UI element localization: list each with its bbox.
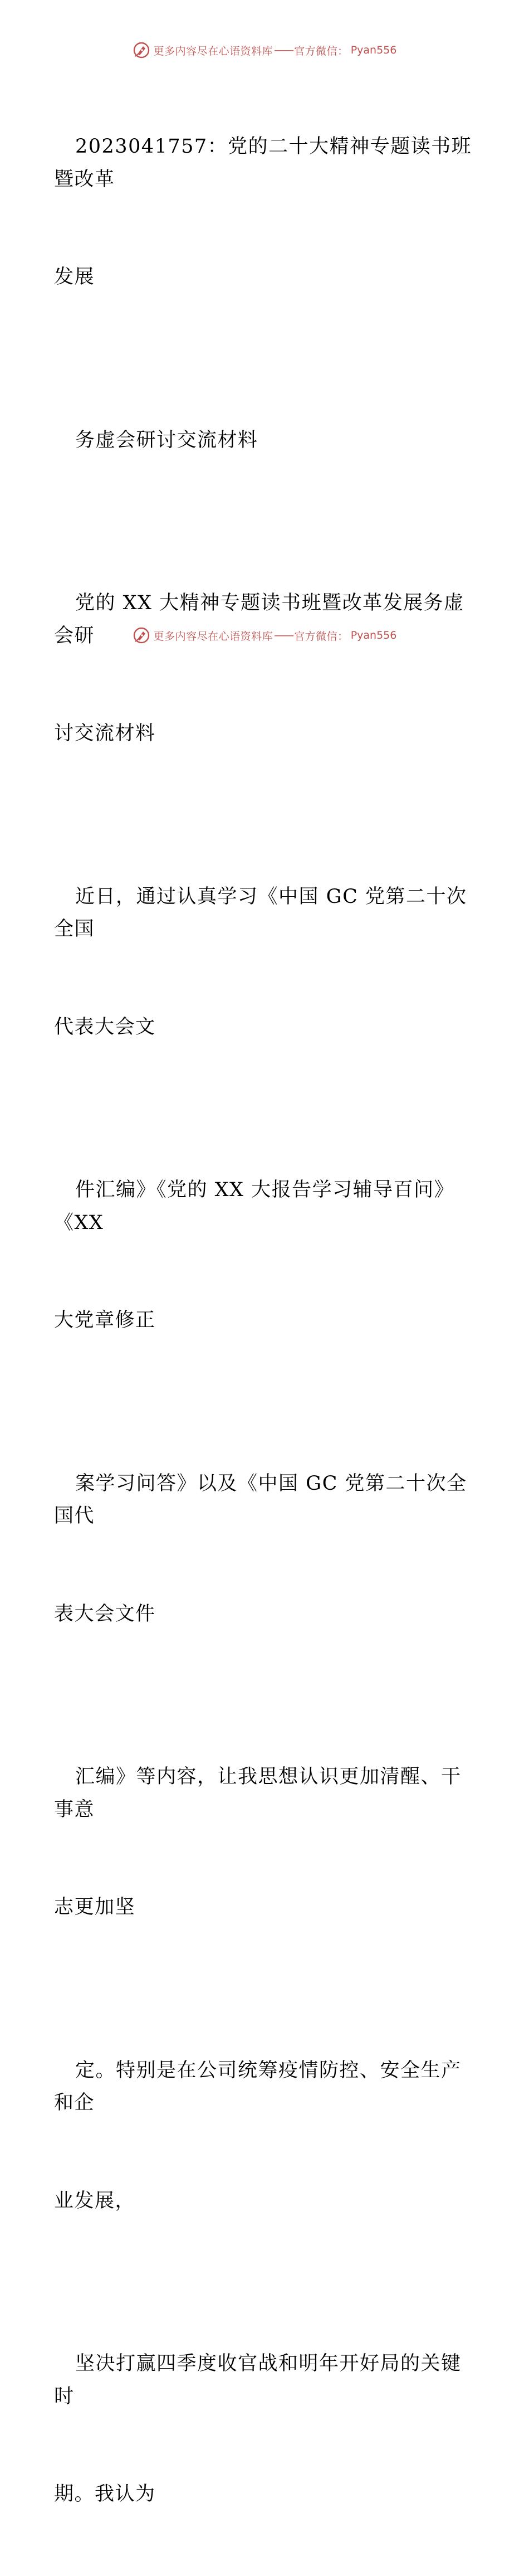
paragraph	[54, 359, 477, 522]
watermark-contact-id: Pyan556	[350, 629, 397, 641]
text-line: 汇编》等内容，让我思想认识更加清醒、干事意	[54, 1766, 462, 1821]
text-line: 件汇编》《党的 XX 大报告学习辅导百问》《XX	[54, 1179, 455, 1234]
watermark-contact-id: Pyan556	[350, 44, 397, 56]
text-line: 期。我认为	[54, 2483, 156, 2505]
watermark-separator: ——	[274, 44, 293, 56]
paragraph	[54, 1695, 477, 1989]
watermark-separator: ——	[274, 629, 293, 641]
text-line: 近日，通过认真学习《中国 GC 党第二十次全国	[54, 885, 467, 940]
text-line: 党的 XX 大精神专题读书班暨改革发展务虚会研	[54, 592, 464, 647]
text-line: 坚决打赢四季度收官战和明年开好局的关键时	[54, 2353, 462, 2408]
paragraph	[54, 1402, 477, 1696]
text-line: 大党章修正	[54, 1309, 156, 1331]
paragraph	[54, 522, 477, 815]
text-line: 定。特别是在公司统筹疫情防控、安全生产和企	[54, 2059, 462, 2114]
pen-nib-logo-icon	[133, 626, 150, 644]
text-line: 业发展，	[54, 2189, 136, 2212]
footer-watermark	[0, 624, 529, 647]
text-line: 代表大会文	[54, 1015, 156, 1038]
pen-nib-logo-icon	[133, 41, 150, 59]
watermark-text: 更多内容尽在心语资料库	[153, 630, 273, 643]
text-line: 务虚会研讨交流材料	[75, 429, 258, 451]
paragraph	[54, 815, 477, 1109]
text-line: 表大会文件	[54, 1602, 156, 1625]
text-line: 案学习问答》以及《中国 GC 党第二十次全国代	[54, 1472, 467, 1527]
text-line: 2023041757：党的二十大精神专题读书班暨改革	[54, 135, 472, 191]
text-line: 志更加坚	[54, 1896, 136, 1918]
watermark-contact-label: 官方微信：	[294, 45, 349, 57]
watermark-text: 更多内容尽在心语资料库	[153, 45, 273, 57]
text-line: 讨交流材料	[54, 722, 156, 745]
header-watermark	[0, 39, 529, 61]
document-body	[54, 65, 477, 2576]
paragraph	[54, 1989, 477, 2283]
text-line: 发展	[54, 266, 95, 288]
paragraph	[54, 65, 477, 359]
paragraph	[54, 2282, 477, 2576]
watermark-contact-label: 官方微信：	[294, 630, 349, 643]
paragraph	[54, 1109, 477, 1402]
